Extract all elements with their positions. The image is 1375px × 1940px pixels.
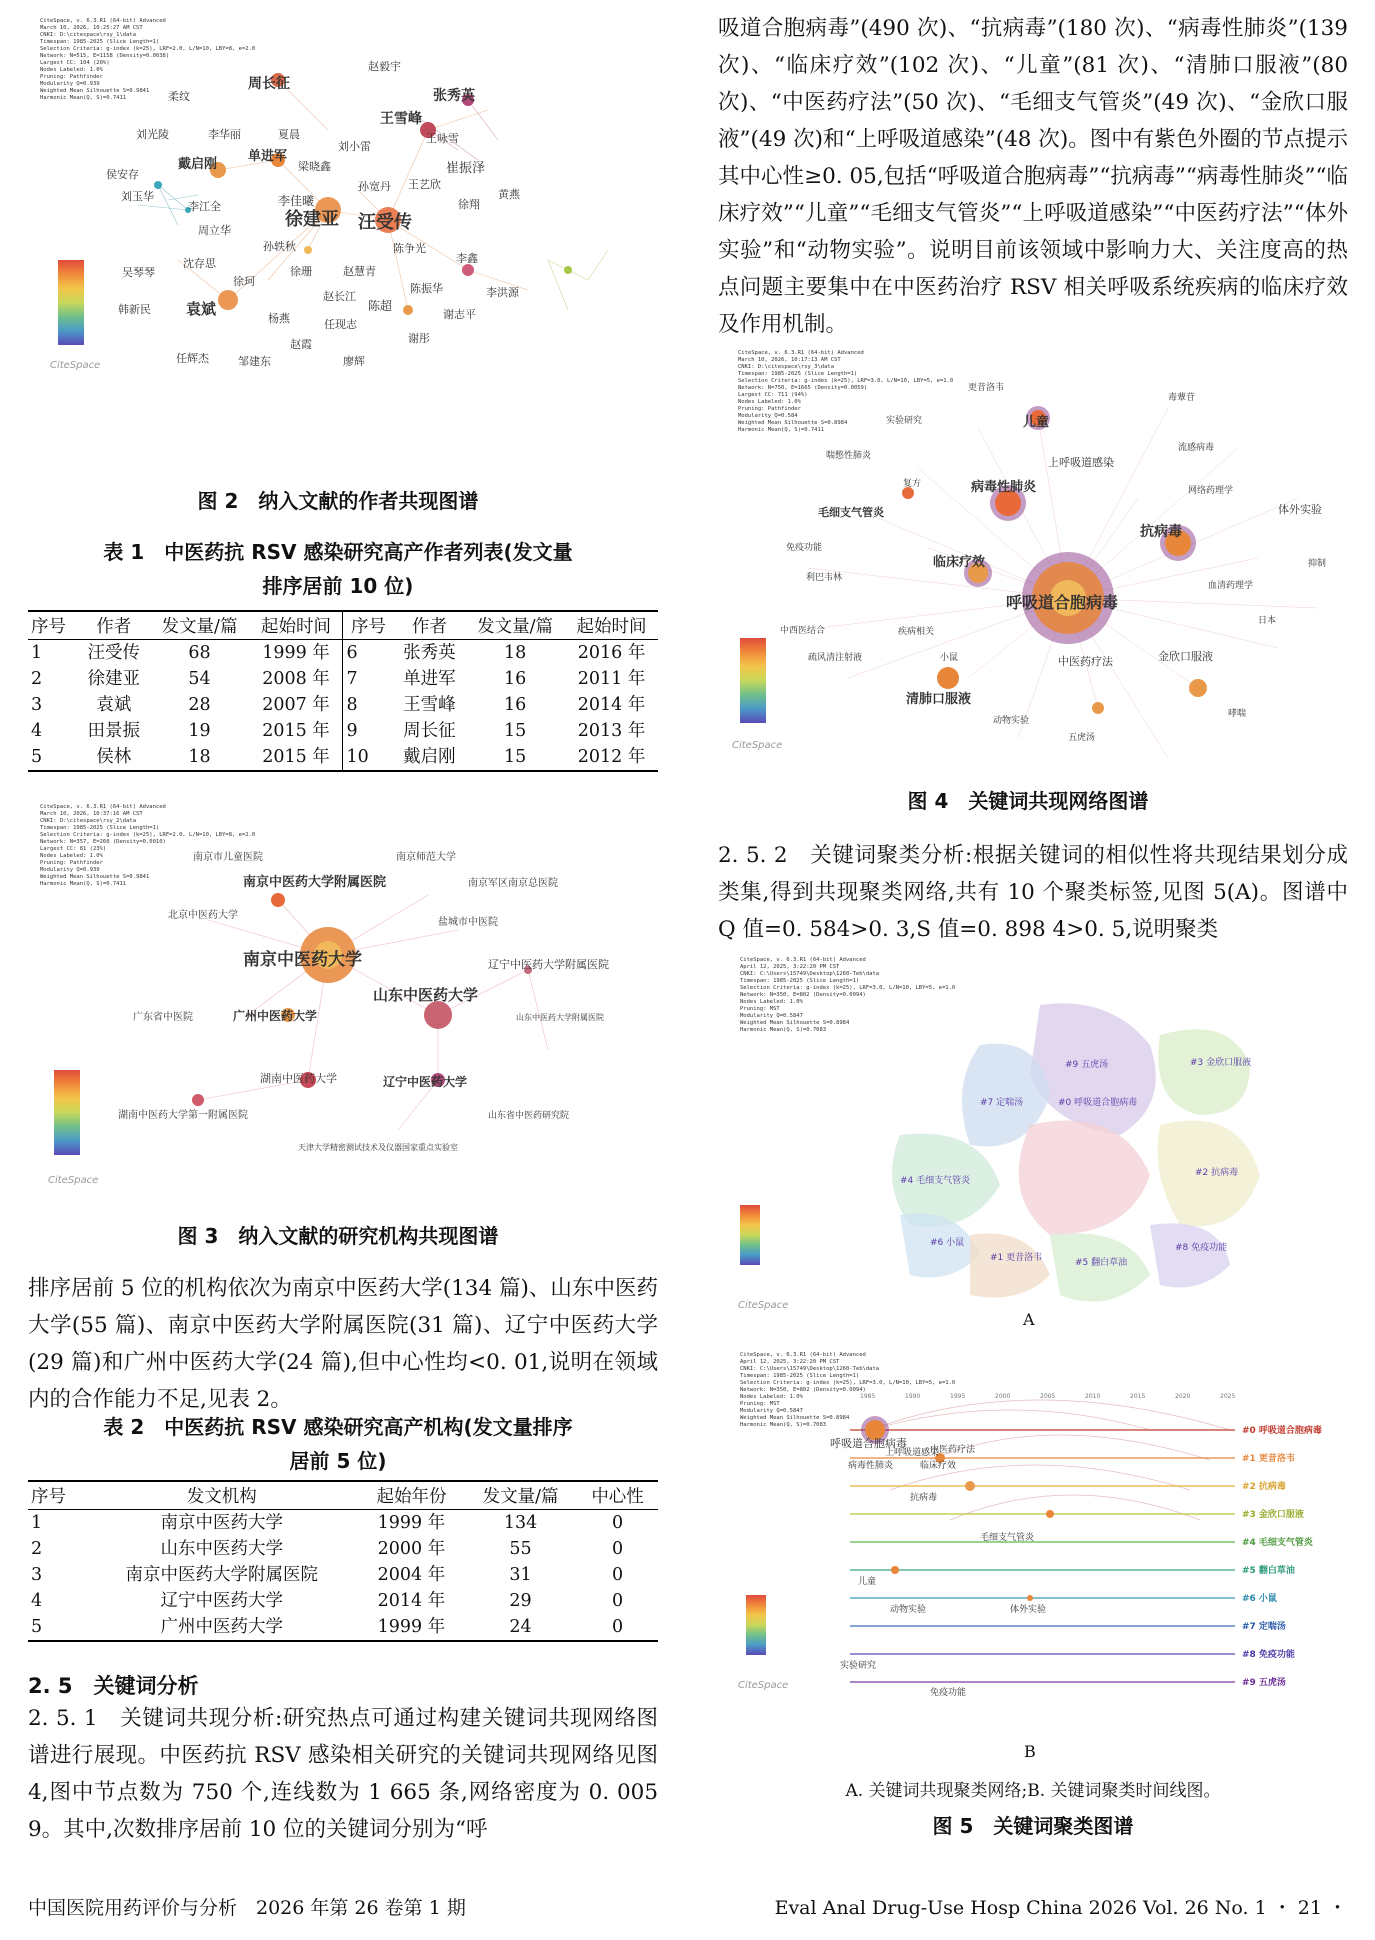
table-header: 发文量/篇: [464, 1481, 577, 1510]
year-tick: 2025: [1220, 1393, 1236, 1400]
right-paragraph-2: 2. 5. 2 关键词聚类分析:根据关键词的相似性将共现结果划分成类集,得到共现聚类网络,共有 10 个聚类标签,见图 5(A)。图谱中 Q 值=0. 584>0. 3,S 值=0. 898 4>0. 5,说明聚类: [718, 843, 1348, 942]
cluster-timeline-label: #0 呼吸道合胞病毒: [1242, 1426, 1322, 1436]
figure-5a: [730, 955, 1340, 1329]
author-label: 王艺欣: [408, 178, 441, 191]
table-header: 序号: [343, 611, 394, 640]
table-row: [28, 640, 658, 667]
table-cell: 2: [31, 669, 43, 689]
keyword-label: 疾病相关: [898, 627, 935, 637]
table-row: [28, 1614, 658, 1641]
cluster-label: #3 金欣口服液: [1190, 1058, 1252, 1068]
timeline-node: [1046, 1510, 1054, 1518]
cluster-timeline-label: #2 抗病毒: [1242, 1482, 1286, 1492]
author-label: 崔振泽: [446, 161, 486, 176]
keyword-label: 网络药理学: [1188, 486, 1234, 496]
footer-journal: 中国医院用药评价与分析 2026 年第 26 卷第 1 期: [28, 1897, 466, 1919]
institution-label: 广东省中医院: [133, 1012, 193, 1023]
cluster-label: #0 呼吸道合胞病毒: [1058, 1098, 1138, 1108]
author-label: 李佳曦: [278, 194, 315, 208]
table-cell: 戴启刚: [394, 744, 465, 771]
table-2-caption-line2: 居前 5 位): [289, 1449, 387, 1473]
timeline-node: [891, 1566, 899, 1574]
cluster-timeline-label: #7 定喘汤: [1242, 1622, 1286, 1632]
cluster-label: #7 定喘汤: [980, 1098, 1024, 1108]
figure-5b: [730, 1350, 1340, 1700]
author-label: 沈存思: [183, 257, 216, 270]
color-legend: [58, 260, 84, 345]
year-tick: 2010: [1085, 1393, 1101, 1400]
author-label: 廖辉: [343, 355, 365, 368]
timeline-node: [965, 1481, 975, 1491]
table-2-caption: [28, 1410, 648, 1478]
table-cell: 4: [31, 721, 43, 741]
table-cell: 广州中医药大学: [85, 1614, 359, 1641]
table-cell: 王雪峰: [403, 695, 456, 715]
author-label: 李江全: [188, 200, 221, 213]
table-cell: 19: [188, 721, 211, 741]
timeline-keyword: 毛细支气管炎: [980, 1533, 1035, 1543]
table-cell: 2015 年: [250, 718, 343, 744]
table-cell: 2014 年: [377, 1591, 446, 1611]
year-tick: 1990: [905, 1393, 921, 1400]
table-1-caption-line1: 表 1 中医药抗 RSV 感染研究高产作者列表(发文量: [103, 540, 573, 564]
table-cell: 2014 年: [577, 695, 646, 715]
keyword-label: 哮喘: [1228, 709, 1247, 719]
figure-3-meta: CiteSpace, v. 6.3.R1 (64-bit) Advanced March 10, 2026, 10:37:16 AM CST CNKI: D:\citespace\rsy_2\data Timespan: 1985-2025 (Slice Length=1) Selection Criteria: g-index (k=25), LRF=2.0, L/N=10, LBY=8, e=2.0 Network: N=357, E=260 (Density=0.0010) Largest CC: 81 (23%) Nodes Labeled: 1.0% Pruning: Pathfinder Modularity Q=0.939 Weighted Mean Silhouette S=0.9841 Harmonic Mean(Q, S)=0.7411: [40, 804, 256, 887]
author-label: 袁斌: [186, 300, 217, 318]
keyword-label: 抑制: [1308, 559, 1327, 569]
keyword-label: 五虎汤: [1068, 733, 1096, 743]
color-legend: [54, 1070, 80, 1155]
author-label: 王雪峰: [380, 111, 422, 127]
keyword-label: 喘憋性肺炎: [826, 451, 872, 461]
cluster-timeline-label: #5 翻白草油: [1242, 1566, 1295, 1576]
table-cell: 16: [503, 695, 527, 715]
table-cell: 5: [28, 744, 78, 771]
table-header: 发文机构: [85, 1481, 359, 1510]
table-cell: 28: [188, 695, 211, 715]
keyword-label: 动物实验: [993, 716, 1030, 726]
table-row: [28, 1562, 658, 1588]
table-cell: 15: [465, 744, 565, 771]
citespace-logo: CiteSpace: [738, 1300, 789, 1311]
table-cell: 31: [509, 1565, 532, 1585]
year-tick: 2000: [995, 1393, 1011, 1400]
table-cell: 6: [346, 643, 358, 663]
table-cell: 24: [464, 1614, 577, 1641]
keyword-label: 体外实验: [1278, 503, 1322, 516]
table-cell: 0: [577, 1614, 658, 1641]
table-header: 作者: [78, 611, 149, 640]
table-cell: 田景振: [87, 721, 141, 741]
table-cell: 2012 年: [565, 744, 658, 771]
timeline-keyword: 病毒性肺炎: [848, 1461, 894, 1471]
cluster-region: [1150, 1223, 1230, 1287]
table-header: 发文量/篇: [150, 611, 250, 640]
table-cell: 9: [346, 721, 358, 741]
table-cell: 16: [503, 669, 527, 689]
cluster-label: #8 免疫功能: [1175, 1243, 1228, 1253]
table-cell: 2016 年: [577, 643, 646, 663]
table-cell: 2004 年: [377, 1565, 446, 1585]
keyword-label: 毛细支气管炎: [818, 506, 884, 519]
table-cell: 南京中医药大学: [160, 1513, 284, 1533]
author-label: 任辉杰: [176, 352, 209, 365]
year-tick: 1985: [860, 1393, 876, 1400]
table-cell: 袁斌: [96, 695, 132, 715]
cluster-timeline-label: #6 小鼠: [1242, 1594, 1277, 1604]
timeline-keyword: 中医药疗法: [930, 1445, 976, 1455]
table-1-caption-line2: 排序居前 10 位): [262, 574, 414, 598]
table-1-caption: [28, 535, 648, 603]
table-cell: 0: [612, 1565, 624, 1585]
keyword-label: 清肺口服液: [906, 692, 972, 707]
table-cell: 18: [150, 744, 250, 771]
figure-4: [718, 348, 1348, 768]
table-header: 作者: [394, 611, 465, 640]
institution-label: 辽宁中医药大学: [383, 1075, 468, 1089]
author-label: 徐珂: [233, 275, 255, 288]
figure-3-caption: 图 3 纳入文献的研究机构共现图谱: [177, 1224, 499, 1248]
table-row: [28, 1588, 658, 1614]
citation-arc: [950, 1495, 1200, 1520]
author-label: 谢志平: [443, 308, 476, 321]
cluster-label: #9 五虎汤: [1065, 1060, 1109, 1070]
institution-label: 山东中医药大学附属医院: [516, 1013, 604, 1022]
author-label: 王咏雪: [426, 132, 459, 145]
author-label: 徐建亚: [285, 209, 339, 230]
author-label: 黄燕: [498, 188, 520, 201]
table-cell: 2: [31, 1539, 43, 1559]
author-label: 任现志: [324, 318, 357, 331]
keyword-label: 血清药理学: [1208, 581, 1254, 591]
figure-5b-meta: CiteSpace, v. 6.3.R1 (64-bit) Advanced April 12, 2025, 3:22:20 PM CST CNKI: C:\Users\15749\Desktop\1260-Teb\data Timespan: 1985-2025 (Slice Length=1) Selection Criteria: g-index (k=25), LRF=3.0, L/N=10, LBY=5, e=1.0 Network: N=350, E=802 (Density=0.0094) Nodes Labeled: 1.0% Pruning: MST Modularity Q=0.5847 Weighted Mean Silhouette S=0.8984 Harmonic Mean(Q, S)=0.7083: [740, 1352, 956, 1428]
table-row: [28, 666, 658, 692]
author-label: 陈超: [368, 299, 393, 313]
figure-5a-meta: CiteSpace, v. 6.3.R1 (64-bit) Advanced April 12, 2025, 3:22:20 PM CST CNKI: C:\Users\15749\Desktop\1260-Teb\data Timespan: 1985-2025 (Slice Length=1) Selection Criteria: g-index (k=25), LRF=3.0, L/N=10, LBY=5, e=1.0 Network: N=350, E=802 (Density=0.0094) Nodes Labeled: 1.0% Pruning: MST Modularity Q=0.5847 Weighted Mean Silhouette S=0.8984 Harmonic Mean(Q, S)=0.7083: [740, 957, 956, 1033]
table-cell: 1999 年: [359, 1614, 464, 1641]
table-header: 序号: [28, 1481, 85, 1510]
author-label: 戴启刚: [178, 157, 218, 172]
author-label: 张秀英: [433, 88, 475, 104]
table-row: [28, 692, 658, 718]
subfigure-b-label: B: [1024, 1742, 1036, 1761]
table-header: 发文量/篇: [465, 611, 565, 640]
right-paragraph-1: 吸道合胞病毒”(490 次)、“抗病毒”(180 次)、“病毒性肺炎”(139 次)、“临床疗效”(102 次)、“儿童”(81 次)、“清肺口服液”(80 次)、“中医药疗法”(50 次)、“毛细支气管炎”(49 次)、“金欣口服液”(49 次)和“上呼吸道感染”(48 次)。图中有紫色外圈的节点提示其中心性≥0. 05,包括“呼吸道合胞病毒”“抗病毒”“病毒性肺炎”“临床疗效”“儿童”“毛细支气管炎”“上呼吸道感染”“中医药疗法”“体外实验”和“动物实验”。说明目前该领域中影响力大、关注度高的热点问题主要集中在中医药治疗 RSV 相关呼吸系统疾病的临床疗效及作用机制。: [718, 16, 1348, 337]
institution-label: 南京市儿童医院: [193, 852, 263, 863]
timeline-keyword: 上呼吸道感染: [885, 1448, 940, 1458]
table-cell: 1999 年: [377, 1513, 446, 1533]
institution-label: 湖南中医药大学: [260, 1072, 337, 1085]
cluster-region: [970, 1233, 1050, 1297]
keyword-label: 上呼吸道感染: [1048, 456, 1114, 469]
table-cell: 2008 年: [250, 666, 343, 692]
table-header: 序号: [28, 611, 78, 640]
keyword-label: 更昔洛韦: [968, 383, 1005, 393]
cluster-label: #6 小鼠: [930, 1238, 965, 1248]
keyword-label: 免疫功能: [786, 543, 823, 553]
timeline-keyword: 动物实验: [890, 1605, 927, 1615]
citespace-logo: CiteSpace: [50, 360, 101, 371]
citespace-logo: CiteSpace: [48, 1175, 99, 1186]
table-cell: 7: [346, 669, 358, 689]
author-label: 陈振华: [410, 282, 443, 295]
author-label: 李鑫: [456, 252, 478, 265]
author-network: [28, 10, 648, 390]
author-label: 侯安存: [106, 168, 139, 181]
table-cell: 8: [346, 695, 358, 715]
year-tick: 2020: [1175, 1393, 1191, 1400]
table-cell: 3: [31, 1565, 43, 1585]
table-cell: 徐建亚: [87, 669, 141, 689]
table-header: 起始时间: [565, 611, 658, 640]
table-row: [28, 1536, 658, 1562]
keyword-label: 儿童: [1023, 415, 1050, 430]
cluster-label: #5 翻白草油: [1075, 1258, 1128, 1268]
table-row: [28, 744, 658, 771]
timeline-keyword: 临床疗效: [920, 1461, 957, 1471]
table-header: 中心性: [577, 1481, 658, 1510]
cluster-timeline-label: #8 免疫功能: [1242, 1650, 1295, 1660]
keyword-timeline: [730, 1350, 1340, 1700]
table-cell: 4: [31, 1591, 43, 1611]
institution-label: 山东省中医药研究院: [488, 1111, 570, 1121]
author-label: 周长征: [248, 76, 290, 92]
figure-3: [28, 800, 648, 1200]
author-label: 孙宽丹: [358, 180, 391, 193]
keyword-label: 日本: [1258, 616, 1277, 626]
keyword-label: 呼吸道合胞病毒: [1006, 593, 1119, 612]
table-cell: 1999 年: [250, 640, 343, 667]
cluster-label: #1 更昔洛韦: [990, 1253, 1043, 1263]
citespace-logo: CiteSpace: [738, 1680, 789, 1691]
author-label: 赵霞: [290, 338, 312, 351]
author-label: 赵毅宇: [368, 60, 401, 73]
institution-label: 广州中医药大学: [233, 1009, 318, 1023]
year-tick: 1995: [950, 1393, 966, 1400]
cluster-timeline-label: #1 更昔洛韦: [1242, 1454, 1295, 1464]
table-cell: 1: [31, 1513, 43, 1533]
citespace-logo: CiteSpace: [732, 740, 783, 751]
institution-label: 盐城市中医院: [438, 917, 498, 928]
table-cell: 2000 年: [377, 1539, 446, 1559]
cluster-timeline-label: #3 金欣口服液: [1242, 1510, 1304, 1520]
keyword-label: 中西医结合: [780, 626, 826, 636]
author-label: 周立华: [198, 224, 231, 237]
table-cell: 辽宁中医药大学: [160, 1591, 284, 1611]
keyword-label: 临床疗效: [933, 555, 986, 570]
institution-label: 山东中医药大学: [373, 986, 479, 1004]
table-row: [28, 1510, 658, 1537]
keyword-label: 抗病毒: [1140, 524, 1182, 540]
institution-label: 南京师范大学: [396, 852, 456, 863]
figure-2: [28, 10, 648, 390]
timeline-keyword: 实验研究: [840, 1661, 877, 1671]
table-cell: 134: [503, 1513, 538, 1533]
table-cell: 汪受传: [87, 643, 141, 663]
table-cell: 54: [188, 669, 211, 689]
keyword-label: 疏风清注射液: [808, 653, 863, 663]
figure-5-legend: A. 关键词共现聚类网络;B. 关键词聚类时间线图。: [845, 1781, 1221, 1801]
keyword-label: 病毒性肺炎: [971, 480, 1037, 495]
cluster-region: [1158, 1029, 1250, 1115]
keyword-label: 小鼠: [940, 653, 959, 663]
timeline-keyword: 免疫功能: [930, 1688, 967, 1698]
figure-4-caption: 图 4 关键词共现网络图谱: [907, 789, 1149, 813]
table-cell: 10: [343, 744, 394, 771]
table-header: 起始时间: [250, 611, 343, 640]
keyword-label: 复方: [903, 479, 922, 489]
table-cell: 0: [612, 1513, 624, 1533]
cluster-timeline-label: #9 五虎汤: [1242, 1678, 1286, 1688]
table-cell: 0: [612, 1591, 624, 1611]
author-label: 徐翔: [458, 198, 480, 211]
figure-2-meta: CiteSpace, v. 6.3.R1 (64-bit) Advanced March 10, 2026, 10:25:27 AM CST CNKI: D:\citespace\rsy_1\data Timespan: 1985-2025 (Slice Length=1) Selection Criteria: g-index (k=25), LRF=2.0, L/N=10, LBY=8, e=2.0 Network: N=515, E=1158 (Density=0.0038) Largest CC: 104 (20%) Nodes Labeled: 1.0% Pruning: Pathfinder Modularity Q=0.939 Weighted Mean Silhouette S=0.9841 Harmonic Mean(Q, S)=0.7411: [40, 18, 256, 101]
footer-page: Eval Anal Drug-Use Hosp China 2026 Vol. 26 No. 1 ・ 21 ・: [774, 1897, 1347, 1919]
table-cell: 周长征: [403, 721, 456, 741]
author-label: 赵慧青: [343, 265, 376, 278]
author-label: 汪受传: [358, 212, 412, 233]
author-label: 单进军: [248, 149, 288, 164]
left-paragraph-1: 排序居前 5 位的机构依次为南京中医药大学(134 篇)、山东中医药大学(55 篇)、南京中医药大学附属医院(31 篇)、辽宁中医药大学(29 篇)和广州中医药大学(24 篇),但中心性均<0. 01,说明在领域内的合作能力不足,见表 2。: [28, 1276, 658, 1412]
author-label: 刘玉华: [121, 190, 154, 203]
table-cell: 55: [509, 1539, 532, 1559]
table-row: [28, 718, 658, 744]
table-cell: 3: [31, 695, 43, 715]
table-cell: 2013 年: [577, 721, 646, 741]
timeline-keyword: 呼吸道合胞病毒: [830, 1437, 907, 1450]
author-label: 陈争光: [393, 242, 426, 255]
timeline-keyword: 儿童: [858, 1577, 877, 1587]
institution-label: 南京军区南京总医院: [468, 878, 558, 889]
table-cell: 侯林: [78, 744, 149, 771]
author-label: 刘光陵: [136, 128, 169, 141]
institution-label: 北京中医药大学: [168, 910, 238, 921]
author-label: 谢彤: [408, 332, 430, 345]
timeline-node: [1027, 1595, 1033, 1601]
figure-4-meta: CiteSpace, v. 6.3.R1 (64-bit) Advanced March 10, 2026, 10:17:13 AM CST CNKI: D:\citespace\rsy_3\data Timespan: 1985-2025 (Slice Length=1) Selection Criteria: g-index (k=25), LRF=3.0, L/N=10, LBY=5, e=1.0 Network: N=750, E=1665 (Density=0.0059) Largest CC: 711 (94%) Nodes Labeled: 1.0% Pruning: Pathfinder Modularity Q=0.584 Weighted Mean Silhouette S=0.8984 Harmonic Mean(Q, S)=0.7411: [738, 350, 954, 433]
table-cell: 南京中医药大学附属医院: [125, 1565, 319, 1585]
cluster-label: #2 抗病毒: [1195, 1168, 1239, 1178]
author-label: 吴琴琴: [122, 266, 155, 279]
citation-arc: [870, 1410, 1150, 1430]
figure-5-caption: 图 5 关键词聚类图谱: [932, 1814, 1134, 1838]
table-cell: 山东中医药大学: [160, 1539, 284, 1559]
subfigure-a-label: A: [1023, 1310, 1035, 1329]
cluster-region: [1019, 1121, 1150, 1235]
table-cell: 68: [188, 643, 211, 663]
keyword-label: 金欣口服液: [1158, 650, 1213, 663]
color-legend: [746, 1595, 766, 1655]
table-cell: 单进军: [403, 669, 456, 689]
keyword-network: [718, 348, 1348, 768]
table-1: [28, 610, 658, 772]
keyword-label: 流感病毒: [1178, 443, 1215, 453]
table-cell: 2011 年: [577, 669, 646, 689]
author-label: 李华丽: [208, 128, 241, 141]
institution-label: 湖南中医药大学第一附属医院: [118, 1110, 248, 1121]
figure-2-caption: 图 2 纳入文献的作者共现图谱: [197, 489, 479, 513]
author-label: 徐珊: [290, 265, 312, 278]
table-cell: 18: [503, 643, 527, 663]
color-legend: [740, 638, 766, 723]
table-cell: 5: [28, 1614, 85, 1641]
cluster-timeline-label: #4 毛细支气管炎: [1242, 1538, 1313, 1548]
section-paragraph: 2. 5. 1 关键词共现分析:研究热点可通过构建关键词共现网络图谱进行展现。中医药抗 RSV 感染相关研究的关键词共现网络见图 4,图中节点数为 750 个,连线数为 1 665 条,网络密度为 0. 005 9。其中,次数排序居前 10 位的关键词分别为“呼: [28, 1706, 658, 1842]
color-legend: [740, 1205, 760, 1265]
keyword-label: 利巴韦林: [806, 573, 843, 583]
table-cell: 0: [612, 1539, 624, 1559]
author-label: 韩新民: [118, 303, 151, 316]
keyword-cluster-map: [730, 955, 1340, 1325]
section-heading: 2. 5 关键词分析: [28, 1674, 199, 1698]
table-cell: 张秀英: [403, 643, 456, 663]
author-label: 李洪源: [486, 286, 519, 299]
year-tick: 2005: [1040, 1393, 1056, 1400]
citation-arc: [870, 1400, 1230, 1430]
institution-label: 天津大学精密测试技术及仪器国家重点实验室: [298, 1143, 458, 1152]
cluster-label: #4 毛细支气管炎: [900, 1176, 971, 1186]
author-label: 邹建东: [238, 355, 271, 368]
keyword-label: 中医药疗法: [1058, 655, 1113, 668]
table-cell: 29: [509, 1591, 532, 1611]
table-2: [28, 1480, 658, 1642]
author-label: 夏晨: [278, 128, 300, 141]
table-cell: 2015 年: [250, 744, 343, 771]
author-label: 赵长江: [323, 290, 356, 303]
table-2-caption-line1: 表 2 中医药抗 RSV 感染研究高产机构(发文量排序: [103, 1415, 573, 1439]
table-cell: 1: [31, 643, 43, 663]
institution-label: 南京中医药大学: [243, 950, 362, 970]
year-tick: 2015: [1130, 1393, 1146, 1400]
author-label: 刘小雷: [338, 140, 371, 153]
table-cell: 15: [503, 721, 527, 741]
keyword-label: 毒蕈苷: [1168, 393, 1196, 403]
author-label: 孙轶秋: [263, 240, 296, 253]
keyword-label: 实验研究: [886, 416, 923, 426]
timeline-keyword: 体外实验: [1010, 1605, 1047, 1615]
institution-label: 辽宁中医药大学附属医院: [488, 958, 609, 971]
table-header: 起始年份: [359, 1481, 464, 1510]
author-label: 杨燕: [268, 312, 290, 325]
institution-network: [28, 800, 648, 1200]
institution-label: 南京中医药大学附属医院: [243, 875, 387, 890]
author-label: 梁晓鑫: [298, 160, 331, 173]
timeline-keyword: 抗病毒: [910, 1493, 938, 1503]
table-cell: 2007 年: [250, 692, 343, 718]
author-label: 柔纹: [168, 90, 190, 103]
